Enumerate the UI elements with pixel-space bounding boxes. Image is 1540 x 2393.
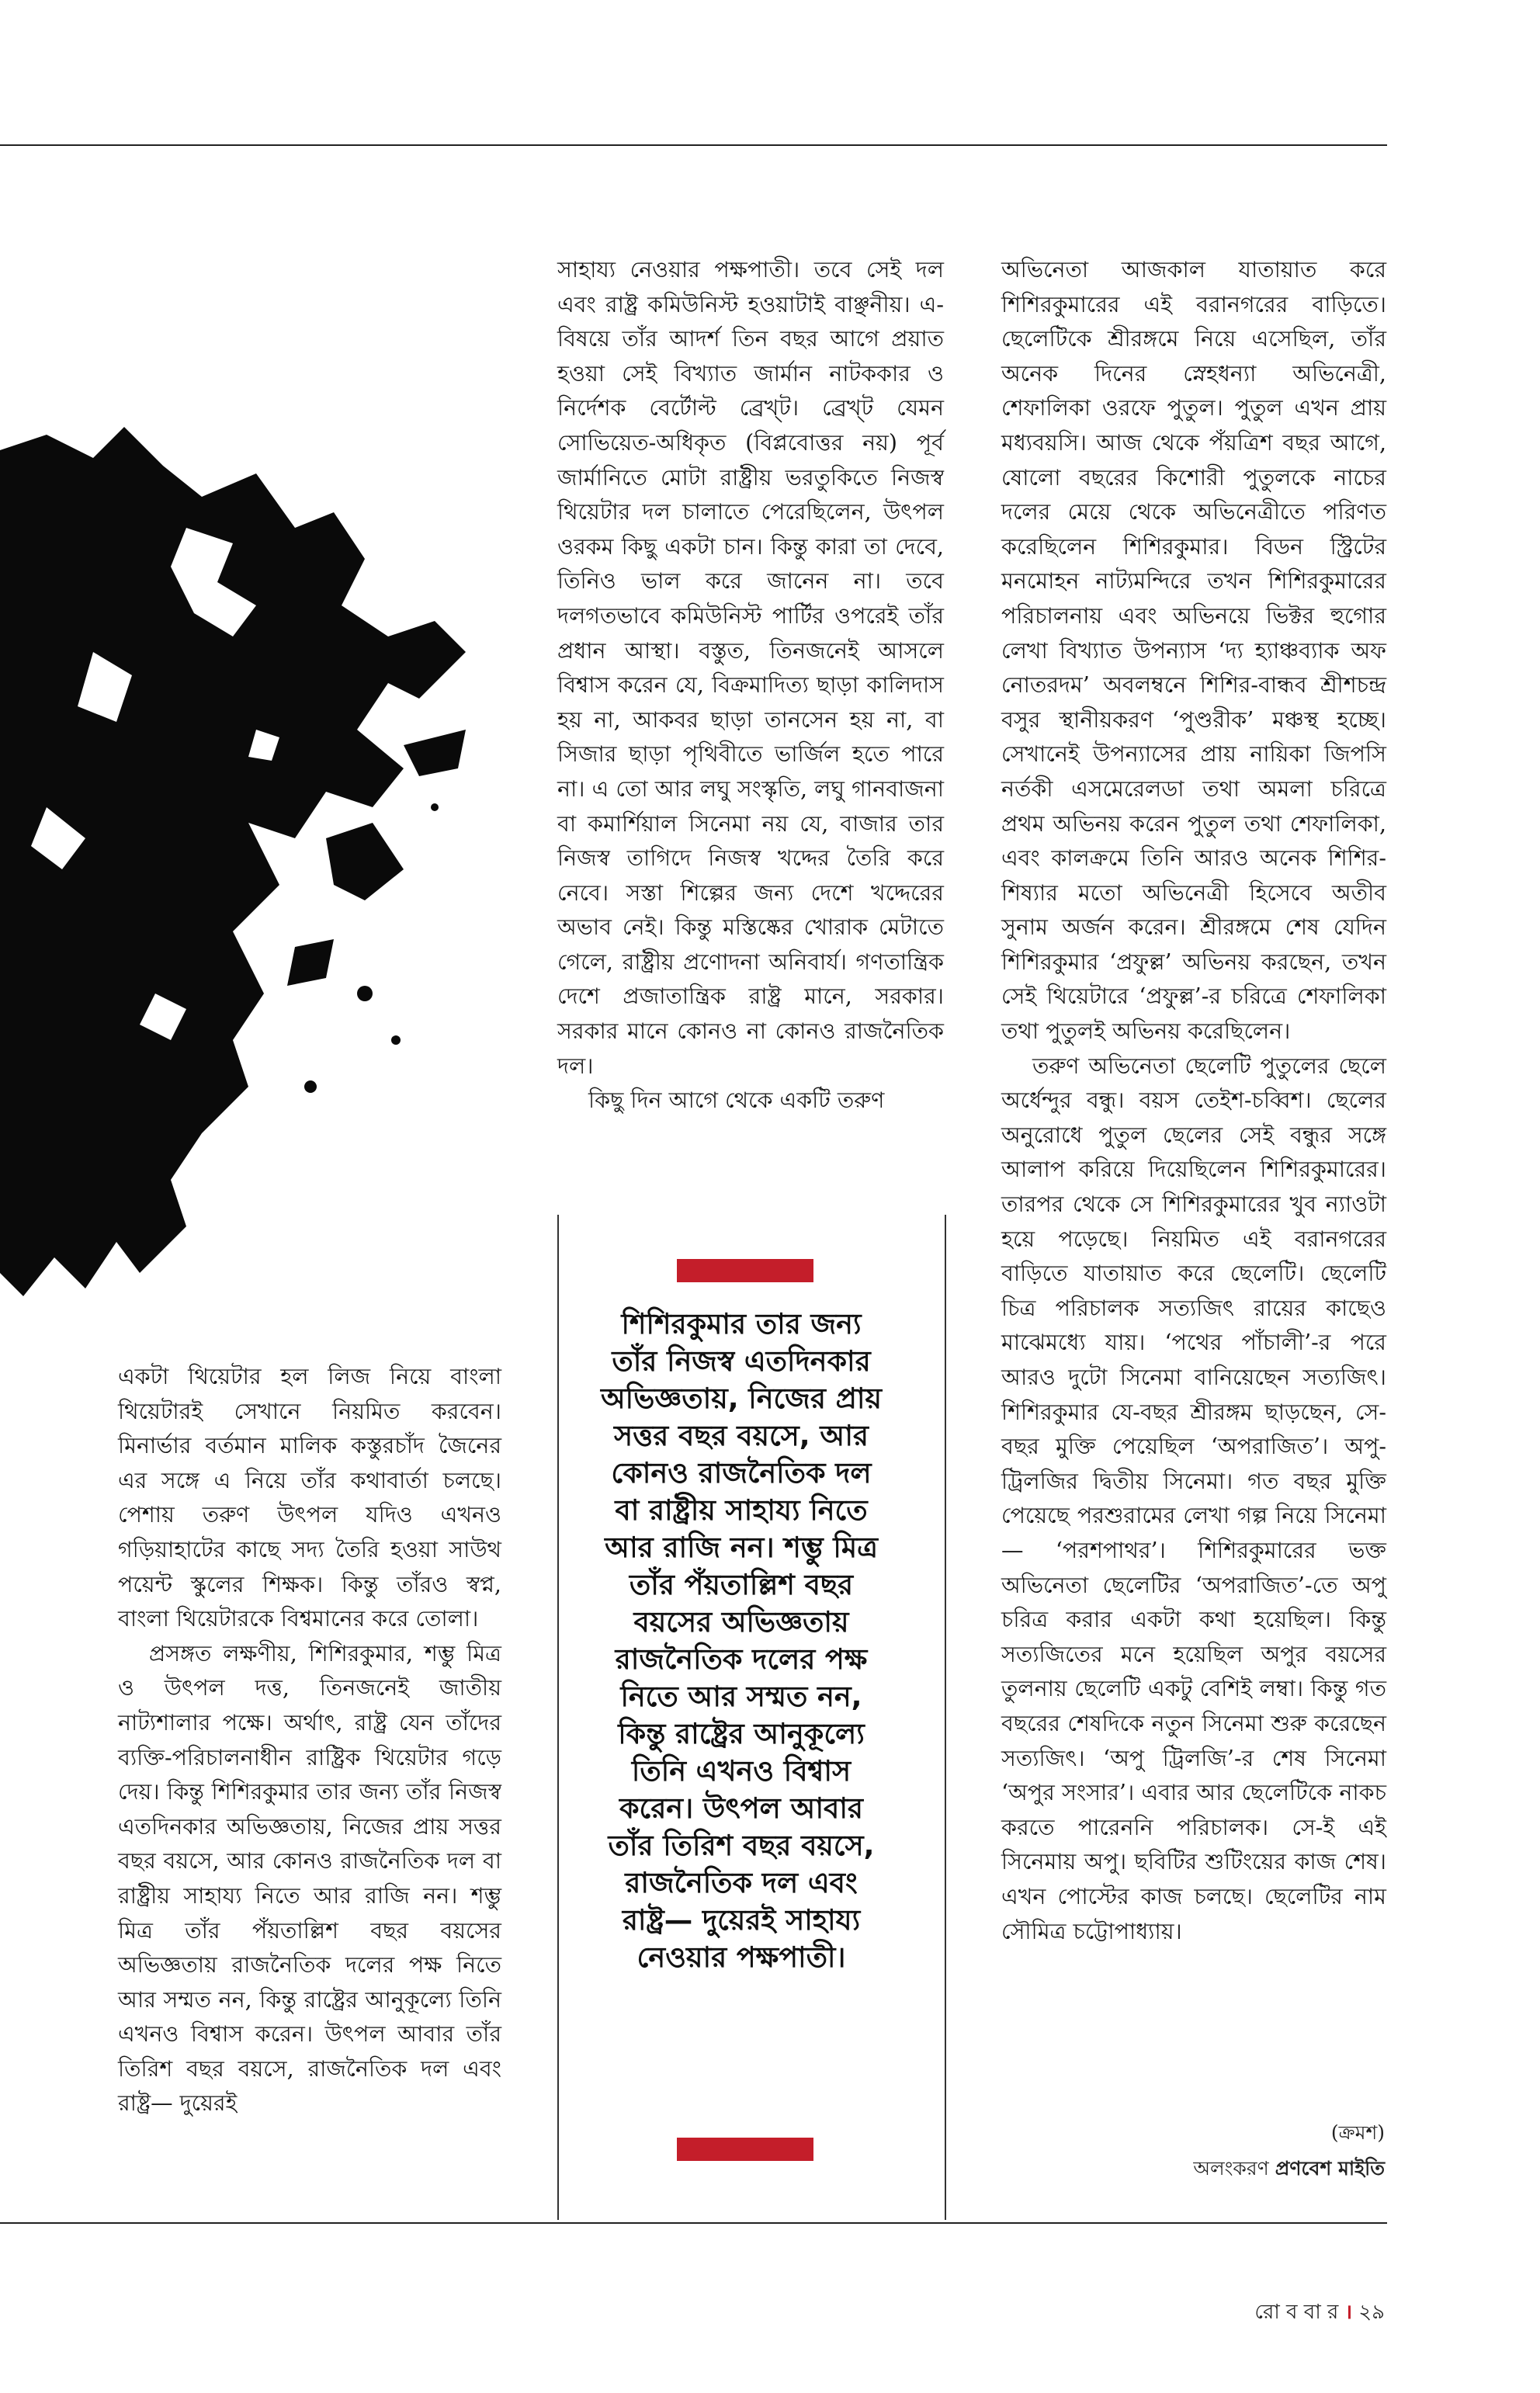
right-paragraph-2: তরুণ অভিনেতা ছেলেটি পুতুলের ছেলে অর্ধেন্দুর বন্ধু। বয়স তেইশ-চব্বিশ। ছেলের অনুরোধে পুতুল ছেলের সেই বন্ধুর সঙ্গে আলাপ করিয়ে দিয়েছিলেন শিশিরকুমারের। তারপর থেকে সে শিশিরকুমারের খুব ন্যাওটা হয়ে পড়েছে। নিয়মিত এই বরানগরের বাড়িতে যাতায়াত করে ছেলেটি। ছেলেটি চিত্র পরিচালক সত্যজিৎ রায়ের কাছেও মাঝেমধ্যে যায়। ‘পথের পাঁচালী’-র পরে আরও দুটো সিনেমা বানিয়েছেন সত্যজিৎ। শিশিরকুমার যে-বছর শ্রীরঙ্গম ছাড়ছেন, সে-বছর মুক্তি পেয়েছিল ‘অপরাজিত’। অপু-ট্রিলজির দ্বিতীয় সিনেমা। গত বছর মুক্তি পেয়েছে পরশুরামের লেখা গল্প নিয়ে সিনেমা— ‘পরশপাথর’। শিশিরকুমারের ভক্ত অভিনেতা ছেলেটির ‘অপরাজিত’-তে অপু চরিত্র করার একটা কথা হয়েছিল। কিন্তু সত্যজিতের মনে হয়েছিল অপুর বয়সের তুলনায় ছেলেটি একটু বেশিই লম্বা। কিন্তু গত বছরের শেষদিকে নতুন সিনেমা শুরু করেছেন সত্যজিৎ। ‘অপু ট্রিলজি’-র শেষ সিনেমা ‘অপুর সংসার’। এবার আর ছেলেটিকে নাকচ করতে পারেননি পরিচালক। সে-ই এই সিনেমায় অপু। ছবিটির শুটিংয়ের কাজ শেষ। এখন পোস্টের কাজ চলছে। ছেলেটির নাম সৌমিত্র চট্টোপাধ্যায়।: [1001, 1053, 1386, 1944]
pull-quote-line: কিন্তু রাষ্ট্রের আনুকূল্যে: [618, 1717, 865, 1750]
pull-quote-line: রাজনৈতিক দল এবং: [625, 1866, 858, 1899]
footer-separator: ।: [1344, 2301, 1353, 2324]
top-rule: [0, 144, 1387, 146]
pull-quote-line: শিশিরকুমার তার জন্য: [621, 1307, 862, 1340]
page-number: ২৯: [1358, 2301, 1385, 2324]
page-footer: [1254, 2296, 1385, 2330]
pull-quote-line: অভিজ্ঞতায়, নিজের প্রায়: [601, 1382, 882, 1415]
pull-quote-line: নিতে আর সম্মত নন,: [620, 1680, 862, 1713]
pull-quote-line: নেওয়ার পক্ষপাতী।: [636, 1940, 846, 1974]
left-column: [118, 1360, 501, 2121]
pull-quote-line: কোনও রাজনৈতিক দল: [611, 1456, 872, 1490]
right-column: [1001, 253, 1386, 1949]
left-paragraph-2: প্রসঙ্গত লক্ষণীয়, শিশিরকুমার, শম্ভু মিত্র ও উৎপল দত্ত, তিনজনেই জাতীয় নাট্যশালার পক্ষে। অর্থাৎ, রাষ্ট্র যেন তাঁদের ব্যক্তি-পরিচালনাধীন রাষ্ট্রিক থিয়েটার গড়ে দেয়। কিন্তু শিশিরকুমার তার জন্য তাঁর নিজস্ব এতদিনকার অভিজ্ঞতায়, নিজের প্রায় সত্তর বছর বয়সে, আর কোনও রাজনৈতিক দল বা রাষ্ট্রীয় সাহায্য নিতে আর রাজি নন। শম্ভু মিত্র তাঁর পঁয়তাল্লিশ বছর বয়সের অভিজ্ঞতায় রাজনৈতিক দলের পক্ষ নিতে আর সম্মত নন, কিন্তু রাষ্ট্রের আনুকূল্যে তিনি এখনও বিশ্বাস করেন। উৎপল আবার তাঁর তিরিশ বছর বয়সে, রাজনৈতিক দল এবং রাষ্ট্র— দুয়েরই: [118, 1640, 501, 2117]
pull-quote-line: সত্তর বছর বয়সে, আর: [613, 1419, 869, 1452]
right-paragraph-1: অভিনেতা আজকাল যাতায়াত করে শিশিরকুমারের এই বরানগরের বাড়িতে। ছেলেটিকে শ্রীরঙ্গমে নিয়ে এসেছিল, তাঁর অনেক দিনের স্নেহধন্যা অভিনেত্রী, শেফালিকা ওরফে পুতুল। পুতুল এখন প্রায় মধ্যবয়সি। আজ থেকে পঁয়ত্রিশ বছর আগে, ষোলো বছরের কিশোরী পুতুলকে নাচের দলের মেয়ে থেকে অভিনেত্রীতে পরিণত করেছিলেন শিশিরকুমার। বিডন স্ট্রিটের মনমোহন নাট্যমন্দিরে তখন শিশিরকুমারের পরিচালনায় এবং অভিনয়ে ভিক্টর হুগোর লেখা বিখ্যাত উপন্যাস ‘দ্য হ্যাঞ্চব্যাক অফ নোতরদম’ অবলম্বনে শিশির-বান্ধব শ্রীশচন্দ্র বসুর স্থানীয়করণ ‘পুণ্ডরীক’ মঞ্চস্থ হচ্ছে। সেখানেই উপন্যাসের প্রায় নায়িকা জিপসি নর্তকী এসমেরেলডা তথা অমলা চরিত্রে প্রথম অভিনয় করেন পুতুল তথা শেফালিকা, এবং কালক্রমে তিনি আরও অনেক শিশির-শিষ্যার মতো অভিনেত্রী হিসেবে অতীব সুনাম অর্জন করেন। শ্রীরঙ্গমে শেষ যেদিন শিশিরকুমার ‘প্রফুল্ল’ অভিনয় করছেন, তখন সেই থিয়েটারে ‘প্রফুল্ল’-র চরিত্রে শেফালিকা তথা পুতুলই অভিনয় করেছিলেন।: [1001, 257, 1386, 1045]
left-paragraph-1: একটা থিয়েটার হল লিজ নিয়ে বাংলা থিয়েটারই সেখানে নিয়মিত করবেন। মিনার্ভার বর্তমান মালিক কস্তুরচাঁদ জৈনের এর সঙ্গে এ নিয়ে তাঁর কথাবার্তা চলছে। পেশায় তরুণ উৎপল যদিও এখনও গড়িয়াহাটের কাছে সদ্য তৈরি হওয়া সাউথ পয়েন্ট স্কুলের শিক্ষক। কিন্তু তাঁরও স্বপ্ন, বাংলা থিয়েটারকে বিশ্বমানের করে তোলা।: [118, 1364, 501, 1632]
pull-quote-line: রাষ্ট্র— দুয়েরই সাহায্য: [622, 1903, 861, 1937]
ink-illustration: [0, 404, 481, 1320]
middle-paragraph-2: কিছু দিন আগে থেকে একটি তরুণ: [588, 1087, 885, 1114]
pull-quote-line: বা রাষ্ট্রীয় সাহায্য নিতে: [615, 1493, 868, 1527]
pull-quote-line: আর রাজি নন। শম্ভু মিত্র: [605, 1531, 878, 1564]
pull-quote-line: রাজনৈতিক দলের পক্ষ: [615, 1642, 868, 1676]
pull-quote-line: তাঁর তিরিশ বছর বয়সে,: [608, 1829, 875, 1862]
bottom-rule: [0, 2222, 1387, 2224]
pull-quote-line: তাঁর পঁয়তাল্লিশ বছর: [629, 1568, 854, 1601]
pull-quote-right-rule: [945, 1215, 946, 2220]
magazine-name: রো ব বা র: [1254, 2301, 1339, 2324]
middle-column: [557, 253, 944, 1118]
credit-name: প্রণবেশ মাইতি: [1275, 2157, 1385, 2180]
pull-quote: [567, 1306, 916, 1976]
pull-quote-line: বয়সের অভিজ্ঞতায়: [633, 1605, 849, 1639]
pull-quote-line: তাঁর নিজস্ব এতদিনকার: [612, 1344, 871, 1378]
pull-quote-bottom-bar: [677, 2138, 813, 2161]
illustration-credit: [1059, 2153, 1385, 2187]
pull-quote-line: করেন। উৎপল আবার: [619, 1791, 863, 1825]
middle-paragraph-1: সাহায্য নেওয়ার পক্ষপাতী। তবে সেই দল এবং রাষ্ট্র কমিউনিস্ট হওয়াটাই বাঞ্ছনীয়। এ-বিষয়ে তাঁর আদর্শ তিন বছর আগে প্রয়াত হওয়া সেই বিখ্যাত জার্মান নাটককার ও নির্দেশক বের্টোল্ট ব্রেখ্ট। ব্রেখ্ট যেমন সোভিয়েত-অধিকৃত (বিপ্লবোত্তর নয়) পূর্ব জার্মানিতে মোটা রাষ্ট্রীয় ভরতুকিতে নিজস্ব থিয়েটার দল চালাতে পেরেছিলেন, উৎপল ওরকম কিছু একটা চান। কিন্তু কারা তা দেবে, তিনিও ভাল করে জানেন না। তবে দলগতভাবে কমিউনিস্ট পার্টির ওপরেই তাঁর প্রধান আস্থা। বস্তুত, তিনজনেই আসলে বিশ্বাস করেন যে, বিক্রমাদিত্য ছাড়া কালিদাস হয় না, আকবর ছাড়া তানসেন হয় না, বা সিজার ছাড়া পৃথিবীতে ভার্জিল হতে পারে না। এ তো আর লঘু সংস্কৃতি, লঘু গানবাজনা বা কমার্শিয়াল সিনেমা নয় যে, বাজার তার নিজস্ব তাগিদে নিজস্ব খদ্দের তৈরি করে নেবে। সস্তা শিল্পের জন্য দেশে খদ্দেরের অভাব নেই। কিন্তু মস্তিষ্কের খোরাক মেটাতে গেলে, রাষ্ট্রীয় প্রণোদনা অনিবার্য। গণতান্ত্রিক দেশে প্রজাতান্ত্রিক রাষ্ট্র মানে, সরকার। সরকার মানে কোনও না কোনও রাজনৈতিক দল।: [557, 257, 944, 1079]
continued-text: (ক্রমশ): [1330, 2121, 1385, 2144]
continued-marker: [1059, 2117, 1385, 2151]
credit-prefix: অলংকরণ: [1193, 2157, 1269, 2180]
pull-quote-top-bar: [677, 1259, 813, 1282]
pull-quote-left-rule: [557, 1215, 559, 2220]
pull-quote-line: তিনি এখনও বিশ্বাস: [631, 1754, 852, 1788]
